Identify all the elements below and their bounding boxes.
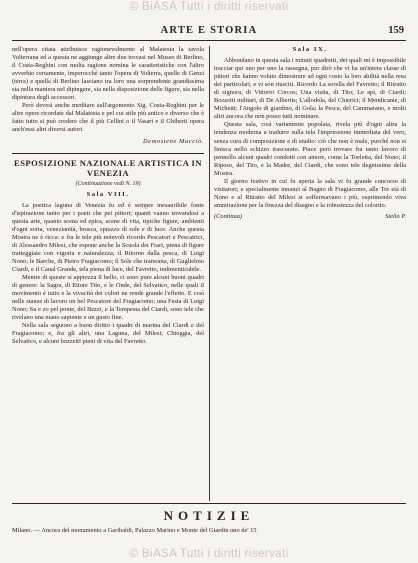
page-title: ARTE E STORIA <box>160 25 258 36</box>
section-title: ESPOSIZIONE NAZIONALE ARTISTICA IN VENEZIA <box>12 153 204 178</box>
body-paragraph-2: Mentre di queste si apprezza il bello, ci sono pure alcuni buoni quadri di genere: la Sagra, di Ettore Tito, e le Onde, del Selvatico, nelle quali il movimento è tutto e la vivacità dei colori ne rende grande l'effetto. E così nelle stanze di lavoro un bel Pescatore del Fragiacomo; una Festa di Luigi Nono; Su e zo pel ponte, del Bezzi, e la Tempesta del Ciardi, sono tele che rivelano una mano sapiente e un gusto fine. <box>12 274 204 322</box>
column-divider <box>209 46 210 501</box>
right-body-paragraph: Abbondano in questa sala i minuti quadretti, dei quali mi è impossibile tracciar qui uno per uno la rassegna, pur dirò che vi ha un'intera classe di pittori che hanno voluto dimostrare ad ogni costo la loro abilità nella resa dei particolari, e vi son riusciti. Ricordo La sorella del Favretto; il Ritratto di signora, di Vittorio Corcos; Una visita, di Tito; Le api, di Ciardi; Bozzetti militari, di De Albertis; L'allodola, del Chierici; il Mendicante, di Michetti; l'Angolo di giardino, di Gola; la Pesca, del Cammarano, e molti altri ancora che non posso tutti nominare. <box>214 57 406 121</box>
left-column <box>12 46 204 347</box>
right-body-paragraph-2: Questa sala, così variamente popolata, rivela più d'ogni altra la tendenza moderna a tradurre sulla tela l'impressione immediata del vero, senza cura di composizione e di studio: ciò che non è male, purché non si finisca nello schizzo trascurato. Piace però trovare fra tanto lavoro di pennello alcuni quadri condotti con amore, come la Toeletta, del Nono; il Riposo, del Tito, e la Madre, del Ciardi, che sono tele degnissime della Mostra. <box>214 121 406 177</box>
continua-label: (Continua) <box>214 212 243 220</box>
intro-paragraph-2: Però devesi anche meditare sull'argomento Sig. Costa-Reghini per le altre opere ricordate dal Malatesta e pel cui stile più antico e diverso che è fatto tutto si può credere che il più Cellini o il Vasari e il Ghiberti opera anch'essi altri diversi autori. <box>12 102 204 134</box>
notizie-section <box>12 503 406 550</box>
body-paragraph: La poetica laguna di Venezia fu ed è sempre inesauribile fonte d'ispirazione tanto per i poeti che pei pittori; quanti vanno trovandosi a questa arte, quanto scena ed epica, scene di vita, tipiche figure, ambienti d'ogni sorta, venezianità, brusca, sprazzo di sole e di luce. Anche questa Mostra ne è ricca: e fra le tele più notevoli ricordo Pescatori e Pescatrici, di Alessandro Milesi, che espone anche la Scuola dei Frari, piena di figure tratteggiate con vigoria e naturalezza; il Ritorno dalla pesca, di Luigi Nono; le Barche, di Pietro Fragiacomo; il Sole che tramonta, di Guglielmo Ciardi, e il Canal Grande, tela piena di luce, del Favretto, indimenticabile. <box>12 201 204 274</box>
right-column <box>214 46 406 221</box>
watermark-top: © BiASA Tutti i diritti riservati <box>129 1 289 13</box>
intro-paragraph: nell'opera citata attribuisce ragionevolmente al Malatesta la tavola Volterrana ed a questa ne aggiunge altre due trovasi nel Museo di Berlino, il Costa-Reghini con molta ragione nomina le caratteristiche con l'altro avverbio certamente, imperocchè tanto l'opera di Volterra, quelle di Genzi (terra) e quella di Berlino lasciano tra loro una sorprendente grandissima sia nella maniera nel dipingere, sia nella disposizione delle figure, sia nella dipintura degli accessori. <box>12 46 204 102</box>
watermark-bottom: © BiASA Tutti i diritti riservati <box>129 548 289 560</box>
notizie-text: Milano. — Ancora del monumento a Garibaldi, Palazzo Marino e Monte del Giardin uno de' 15 <box>12 527 257 534</box>
signature-2: Stelio P. <box>385 212 406 220</box>
body-paragraph-3: Nella sala seguono a buon diritto i quadri di marina del Ciardi e del Fragiacomo; e, fra gli altri, una Laguna, del Milesi; Chioggia, del Selvatico, e alcuni bozzetti pieni di vita del Favretto. <box>12 322 204 346</box>
sala-heading-ix: Sala IX. <box>292 46 328 53</box>
sala-heading-viii: Sala VIII. <box>86 190 130 198</box>
article-footer <box>214 213 406 221</box>
page-header <box>12 26 406 41</box>
right-body-paragraph-3: Il giorno festivo in cui fu aperta la sala vi fu grande concorso di visitatori; e specialmente innanzi al Bagno di Fragiacomo, alle Tre età di Nono e al Ritratto del Milesi si soffermavano i più, esprimendo viva ammirazione per la finezza del disegno e la robustezza del colorito. <box>214 177 406 209</box>
page-number: 159 <box>388 25 404 36</box>
signature: Demostene Macciò. <box>143 137 204 145</box>
notizie-title: NOTIZIE <box>163 508 255 523</box>
section-subtitle: (Continuazione vedi N. 19) <box>75 180 141 187</box>
